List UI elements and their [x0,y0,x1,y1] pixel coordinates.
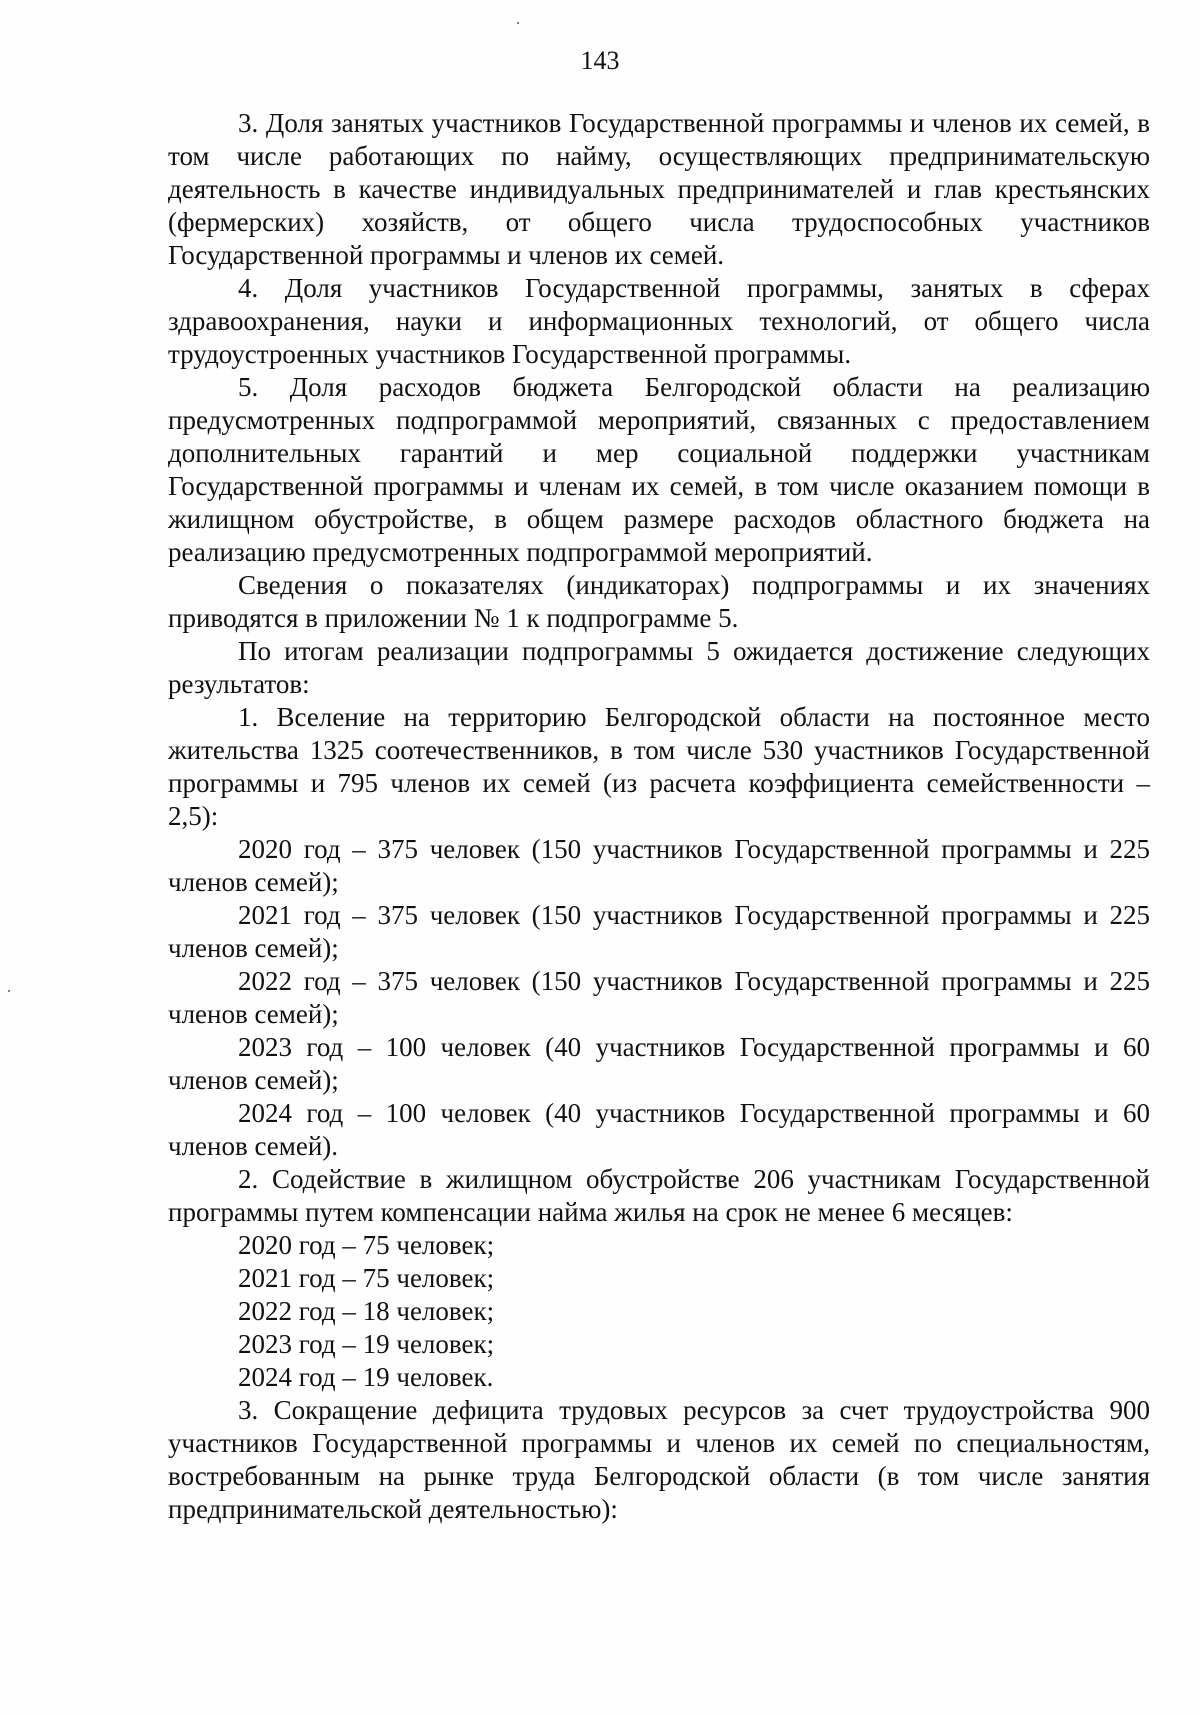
result-2-year-2023: 2023 год – 19 человек; [238,1329,495,1359]
paragraph-results-intro: По итогам реализации подпрограммы 5 ожидается достижение следующих результатов: [168,636,1150,699]
result-2-year-2022: 2022 год – 18 человек; [238,1296,495,1326]
scan-speck [8,990,10,992]
result-1-year-2021: 2021 год – 375 человек (150 участников Государственной программы и 225 членов семей); [168,900,1150,963]
result-1-year-2022: 2022 год – 375 человек (150 участников Государственной программы и 225 членов семей); [168,966,1150,1029]
document-body [168,107,1150,1526]
paragraph-indicator-5: 5. Доля расходов бюджета Белгородской области на реализацию предусмотренных подпрограммой мероприятий, связанных с предоставлением дополнительных гарантий и мер социальной поддержки участникам Государственной программы и членам их семей, в том числе оказанием помощи в жилищном обустройстве, в общем размере расходов областного бюджета на реализацию предусмотренных подпрограммой мероприятий. [168,372,1150,567]
page-number: 143 [580,46,620,75]
result-2-year-2024: 2024 год – 19 человек. [238,1362,494,1392]
result-1-year-2023: 2023 год – 100 человек (40 участников Государственной программы и 60 членов семей); [168,1032,1150,1095]
paragraph-result-1: 1. Вселение на территорию Белгородской области на постоянное место жительства 1325 соотечественников, в том числе 530 участников Государственной программы и 795 членов их семей (из расчета коэффициента семейственности – 2,5): [168,702,1150,831]
result-2-year-2020: 2020 год – 75 человек; [238,1230,495,1260]
paragraph-result-3: 3. Сокращение дефицита трудовых ресурсов за счет трудоустройства 900 участников Государственной программы и членов их семей по специальностям, востребованным на рынке труда Белгородской области (в том числе занятия предпринимательской деятельностью): [168,1395,1150,1524]
result-2-year-2021: 2021 год – 75 человек; [238,1263,495,1293]
paragraph-indicators-reference: Сведения о показателях (индикаторах) подпрограммы и их значениях приводятся в приложении № 1 к подпрограмме 5. [168,570,1150,633]
result-1-year-2020: 2020 год – 375 человек (150 участников Государственной программы и 225 членов семей); [168,834,1150,897]
paragraph-indicator-4: 4. Доля участников Государственной программы, занятых в сферах здравоохранения, науки и информационных технологий, от общего числа трудоустроенных участников Государственной программы. [168,273,1150,369]
paragraph-result-2: 2. Содействие в жилищном обустройстве 206 участникам Государственной программы путем компенсации найма жилья на срок не менее 6 месяцев: [168,1164,1150,1227]
result-1-year-2024: 2024 год – 100 человек (40 участников Государственной программы и 60 членов семей). [168,1098,1150,1161]
paragraph-indicator-3: 3. Доля занятых участников Государственной программы и членов их семей, в том числе работающих по найму, осуществляющих предпринимательскую деятельность в качестве индивидуальных предпринимателей и глав крестьянских (фермерских) хозяйств, от общего числа трудоспособных участников Государственной программы и членов их семей. [168,108,1150,270]
scan-speck [517,22,519,24]
